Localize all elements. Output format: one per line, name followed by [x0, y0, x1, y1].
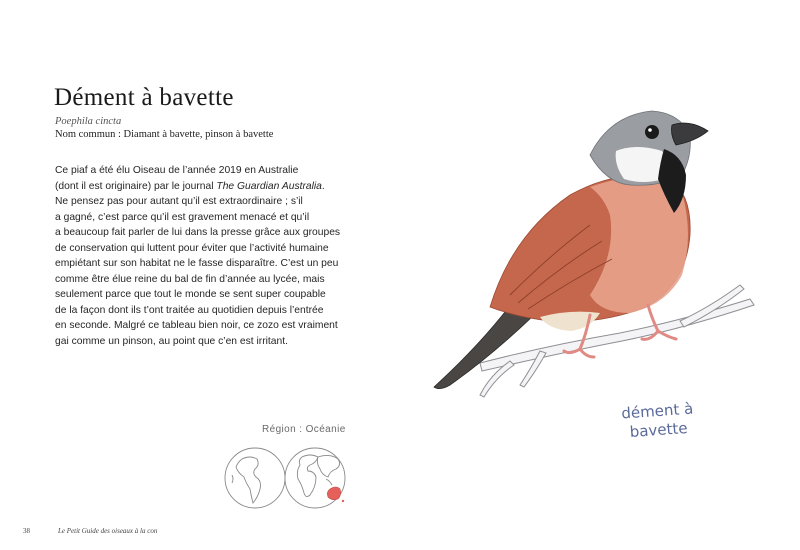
body-line: en seconde. Malgré ce tableau bien noir, ce zozo est vraiment: [55, 320, 338, 331]
body-line: a beaucoup fait parler de lui dans la presse grâce aux groupes: [55, 227, 341, 238]
body-line: a gagné, c’est parce qu’il est gravement menacé et qu’il: [55, 211, 310, 223]
handwritten-line: dément à: [620, 399, 694, 423]
page-number: 38: [23, 527, 30, 535]
bird-tail: [434, 303, 532, 389]
body-line: seulement parce que tout le monde se sent super coupable: [55, 289, 326, 300]
world-map-icon: [222, 445, 362, 513]
body-line: de conservation qui luttent pour éviter que l’activité humaine: [55, 242, 329, 254]
journal-name: The Guardian Australia: [216, 180, 322, 192]
bird-eye: [645, 125, 659, 139]
bird-illustration: [420, 95, 780, 405]
body-paragraph: [55, 163, 355, 349]
body-line: Ce piaf a été élu Oiseau de l’année 2019 en Australie: [55, 165, 299, 176]
body-line: gai comme un pinson, au point que c’en est irritant.: [55, 335, 288, 347]
scientific-name: Poephila cincta: [55, 116, 122, 127]
body-line: Ne pensez pas pour autant qu’il est extraordinaire ; s’il: [55, 196, 303, 207]
journal-suffix: .: [321, 180, 325, 192]
common-name: Nom commun : Diamant à bavette, pinson à bavette: [55, 129, 274, 140]
body-line: de la façon dont ils t’ont traitée au quotidien depuis l’entrée: [55, 304, 324, 316]
body-line: empiétant sur son habitat ne le fasse disparaître. C’est un peu: [55, 258, 339, 269]
region-label: Région : Océanie: [262, 424, 346, 435]
body-line: [55, 179, 355, 195]
handwritten-line: bavette: [629, 418, 689, 441]
body-line: comme être élue reine du bal de fin d’année au lycée, mais: [55, 273, 325, 285]
handwritten-caption: [602, 398, 714, 444]
page-title: Dément à bavette: [54, 84, 234, 111]
running-title: Le Petit Guide des oiseaux à la con: [58, 527, 158, 535]
body-line-text: (dont il est originaire) par le journal: [55, 180, 217, 192]
